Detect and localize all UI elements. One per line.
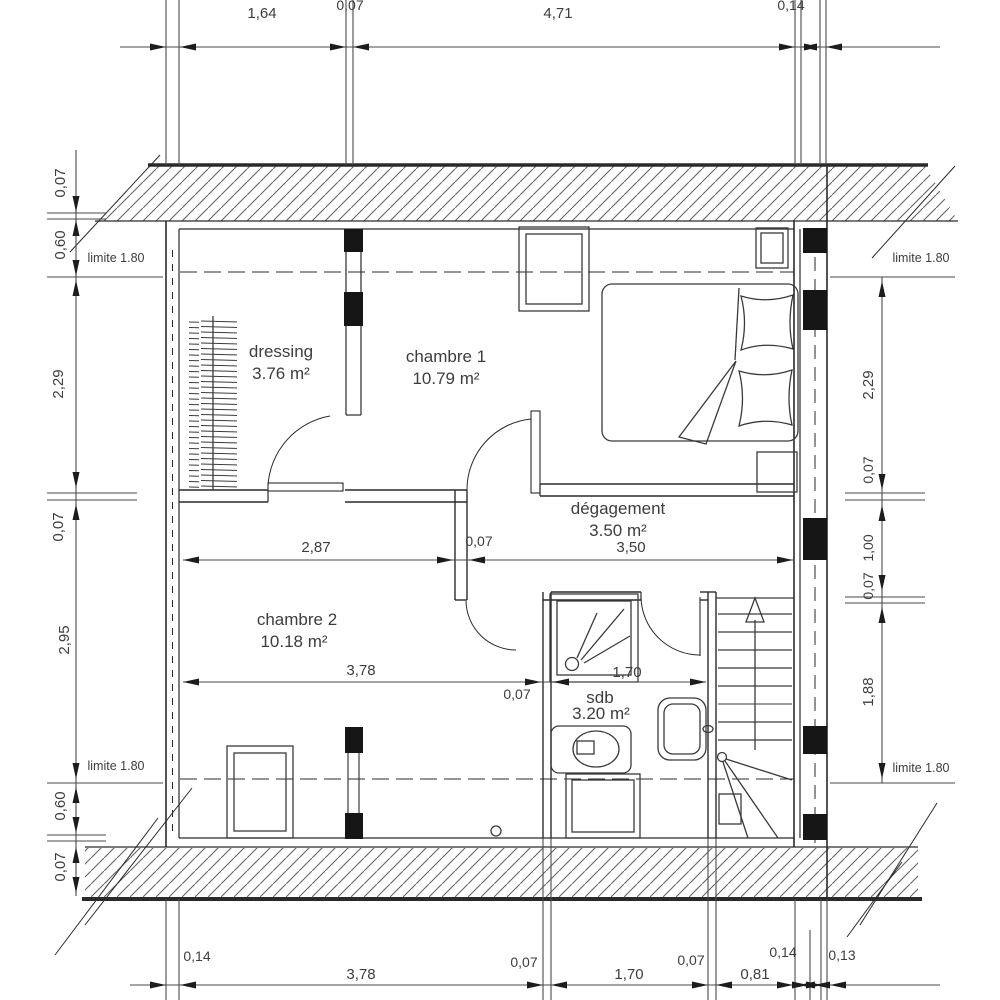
chambre2-door-arc: [466, 601, 516, 650]
velux-window: [519, 227, 589, 311]
exterior-walls: [166, 165, 827, 899]
dim-right-2: 0,07: [860, 456, 876, 484]
room-degagement: [571, 499, 666, 540]
stairs: [716, 598, 794, 838]
dressing-door-leaf: [268, 483, 343, 491]
chambre1-door-arc: [467, 419, 531, 490]
shower-head: [566, 658, 579, 671]
pillow: [739, 370, 792, 426]
dim-top-3: 4,71: [543, 5, 573, 22]
limit-label-bottom-right: limite 1.80: [892, 761, 950, 775]
wall-post: [345, 813, 363, 839]
dim-low-1: 3,78: [346, 662, 376, 679]
room-chambre2: [227, 610, 501, 839]
right-dimension-line: [845, 277, 925, 783]
room-label-degagement: dégagement: [570, 499, 666, 518]
dim-mid-3: 3,50: [616, 539, 646, 556]
dim-low-3: 1,70: [612, 664, 642, 681]
room-label-chambre1: chambre 1: [405, 347, 487, 366]
blanket-fold: [679, 361, 736, 444]
dim-left-6: 0,60: [52, 791, 69, 821]
dim-left-1: 0,07: [52, 168, 69, 198]
wall-post: [803, 814, 827, 840]
dim-bottom-6: 0,81: [740, 966, 770, 983]
dim-bottom-3: 0,07: [510, 954, 538, 970]
dim-left-3: 2,29: [50, 369, 67, 399]
bathtub: [566, 774, 640, 838]
room-area-sdb: 3.20 m²: [572, 704, 630, 723]
wall-post: [345, 727, 363, 753]
stair-direction-arrow: [746, 598, 764, 622]
dim-right-5: 1,88: [860, 677, 877, 707]
room-dressing: [189, 316, 313, 490]
limit-label-bottom-left: limite 1.80: [87, 759, 145, 773]
room-label-chambre2: chambre 2: [256, 610, 338, 629]
dim-bottom-2: 3,78: [346, 966, 376, 983]
dim-bottom-1: 0,14: [183, 948, 211, 964]
wall-post: [803, 290, 827, 330]
limit-label-top-right: limite 1.80: [892, 251, 950, 265]
room-chambre1: [406, 227, 798, 492]
dim-mid-1: 2,87: [301, 539, 331, 556]
dim-bottom-4: 1,70: [614, 966, 644, 983]
dim-right-3: 1,00: [860, 534, 876, 562]
dim-top-2: 0,07: [336, 0, 364, 13]
wall-post: [803, 518, 827, 560]
room-sdb: [550, 594, 713, 838]
dim-left-2: 0,60: [52, 230, 69, 260]
chambre1-door-leaf: [531, 411, 540, 493]
top-dimension-line: [120, 0, 940, 165]
stair-newel: [718, 753, 727, 762]
room-label-sdb: sdb: [586, 688, 614, 707]
dim-top-1: 1,64: [247, 5, 277, 22]
dim-bottom-7: 0,14: [769, 944, 797, 960]
bed: [602, 284, 798, 441]
wall-post: [803, 726, 827, 754]
room-label-dressing: dressing: [248, 342, 314, 361]
dim-bottom-8: 0,13: [828, 947, 856, 963]
sdb-door-arc: [641, 597, 700, 655]
dim-low-2: 0,07: [503, 686, 531, 702]
nightstand: [757, 452, 797, 492]
dim-right-4: 0,07: [860, 572, 876, 600]
dim-right-1: 2,29: [860, 370, 877, 400]
wall-post: [803, 228, 827, 253]
pillow: [741, 295, 793, 350]
dressing-door-arc: [268, 416, 330, 486]
dim-left-7: 0,07: [52, 852, 69, 882]
dim-left-4: 0,07: [50, 512, 67, 542]
room-area-chambre2: 10.18 m²: [260, 632, 328, 651]
dim-mid-2: 0,07: [465, 533, 493, 549]
limit-label-top-left: limite 1.80: [87, 251, 145, 265]
window-chambre2: [227, 746, 293, 838]
dim-left-5: 2,95: [56, 625, 73, 655]
dim-bottom-5: 0,07: [677, 952, 705, 968]
room-area-chambre1: 10.79 m²: [412, 369, 480, 388]
room-area-degagement: 3.50 m²: [589, 521, 647, 540]
room-area-dressing: 3.76 m²: [252, 364, 310, 383]
dim-top-4: 0,14: [777, 0, 805, 13]
limit-lines: [47, 251, 955, 783]
floor-mark: [491, 826, 501, 836]
